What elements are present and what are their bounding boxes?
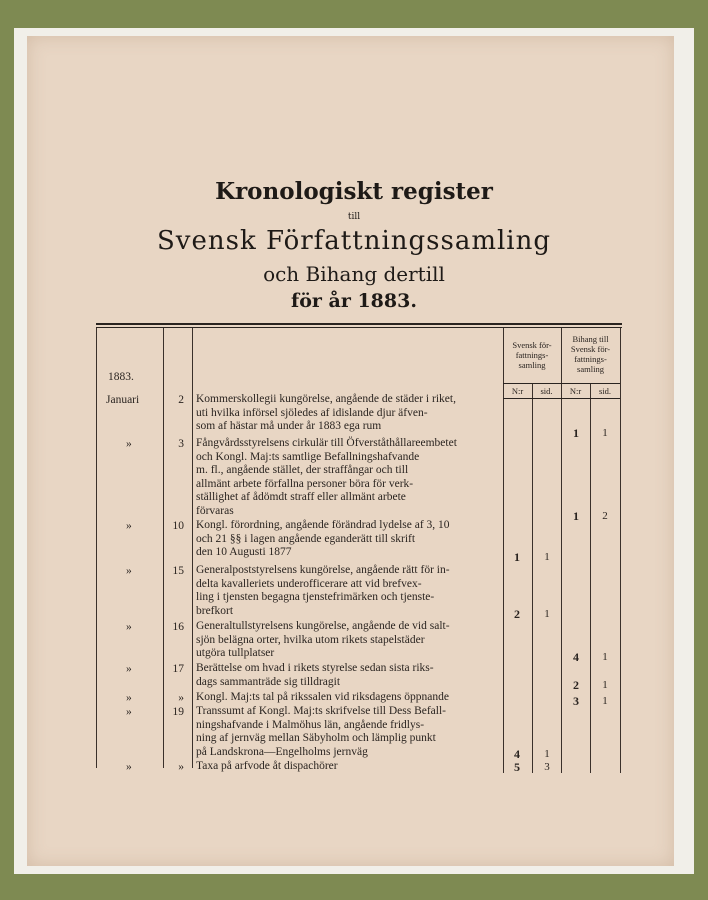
title-till: till — [347, 212, 361, 222]
bihang-sid: 1 — [602, 651, 608, 663]
entry-description: Taxa på arfvode åt dispachörer — [196, 760, 338, 772]
col-divider — [532, 383, 533, 773]
entry-description: Berättelse om hvad i rikets styrelse sedan sista riks- dags sammanträde sig tilldragit — [196, 662, 434, 688]
document-subtitle: Svensk Författningssamling — [156, 226, 552, 256]
entry-day: 3 — [178, 438, 184, 450]
entry-month: » — [126, 761, 132, 773]
col-divider — [590, 383, 591, 773]
sfs-nr: 4 — [514, 747, 520, 761]
entry-description: Kongl. Maj:ts tal på rikssalen vid riksdagens öppnande — [196, 691, 449, 703]
entry-description: Kongl. förordning, angående förändrad lydelse af 3, 10 och 21 §§ i lagen angående eganderätt till skrift den 10 Augusti 1877 — [196, 519, 450, 559]
column-year: 1883. — [108, 371, 134, 383]
entry-month: » — [126, 621, 132, 633]
entry-month: » — [126, 706, 132, 718]
bihang-nr: 2 — [573, 678, 579, 692]
sfs-sid: 1 — [544, 748, 550, 760]
header-bihang-nr: N:r — [569, 386, 582, 396]
document-subtitle-2: och Bihang dertill — [263, 262, 445, 286]
entry-description: Generalpoststyrelsens kungörelse, angående rätt för in- delta kavalleriets underofficerare att vid brefvex- ling i tjensten begagna tjenstefrimärken och tjenste- brefkort — [196, 564, 450, 617]
entry-month: » — [126, 663, 132, 675]
bihang-sid: 2 — [602, 510, 608, 522]
entry-description: Generaltullstyrelsens kungörelse, angående de vid salt- sjön belägna orter, hvilka utom rikets stapelstäder utgöra tullplatser — [196, 620, 450, 660]
entry-day: 19 — [172, 706, 184, 718]
header-bihang-sid: sid. — [598, 386, 612, 396]
document-title: Kronologiskt register — [215, 178, 493, 205]
entry-day: 2 — [178, 394, 184, 406]
header-sfs-sid: sid. — [540, 386, 553, 396]
bihang-sid: 1 — [602, 679, 608, 691]
bihang-nr: 4 — [573, 650, 579, 664]
entry-month: » — [126, 692, 132, 704]
entry-day: » — [178, 692, 184, 704]
col-divider — [192, 328, 193, 768]
bihang-nr: 1 — [573, 426, 579, 440]
bihang-sid: 1 — [602, 427, 608, 439]
col-divider — [620, 328, 621, 773]
table-top-rule-thin — [96, 327, 622, 328]
entry-month: » — [126, 438, 132, 450]
entry-day: » — [178, 761, 184, 773]
header-sfs: Svensk för- fattnings- samling — [512, 340, 552, 370]
header-rule — [503, 398, 620, 399]
entry-month: » — [126, 520, 132, 532]
entry-day: 16 — [172, 621, 184, 633]
sfs-sid: 3 — [544, 761, 550, 773]
entry-month: » — [126, 565, 132, 577]
entry-month: Januari — [106, 394, 140, 406]
document-year: för år 1883. — [291, 290, 417, 312]
entry-description: Transsumt af Kongl. Maj:ts skrifvelse till Dess Befall- ningshafvande i Malmöhus län, angående fridlys- ning af jernväg mellan Säbyholm och lämplig punkt på Landskrona—Engelholms jernväg — [196, 705, 446, 758]
bihang-nr: 3 — [573, 694, 579, 708]
header-sfs-nr: N:r — [511, 386, 524, 396]
sfs-sid: 1 — [544, 551, 550, 563]
header-bihang: Bihang till Svensk för- fattnings- samling — [570, 334, 611, 374]
entry-day: 15 — [172, 565, 184, 577]
entry-description: Kommerskollegii kungörelse, angående de städer i riket, uti hvilka införsel sjöledes af idislande djur äfven- som af hästar må under år 1883 ega rum — [196, 393, 456, 433]
header-rule — [503, 383, 620, 384]
sfs-sid: 1 — [544, 608, 550, 620]
entry-description: Fångvårdsstyrelsens cirkulär till Öfverståthållareembetet och Kongl. Maj:ts samtlige Befallningshafvande m. fl., angående stället, der straffångar och till allmänt arbete förfallna personer böra för verk- ställighet af ådömdt straff eller allmänt arbete förvaras — [196, 437, 457, 517]
bihang-sid: 1 — [602, 695, 608, 707]
sfs-nr: 1 — [514, 550, 520, 564]
table-top-rule — [96, 323, 622, 325]
sfs-nr: 2 — [514, 607, 520, 621]
sfs-nr: 5 — [514, 760, 520, 774]
bihang-nr: 1 — [573, 509, 579, 523]
col-divider — [96, 328, 97, 768]
entry-day: 10 — [172, 520, 184, 532]
entry-day: 17 — [172, 663, 184, 675]
